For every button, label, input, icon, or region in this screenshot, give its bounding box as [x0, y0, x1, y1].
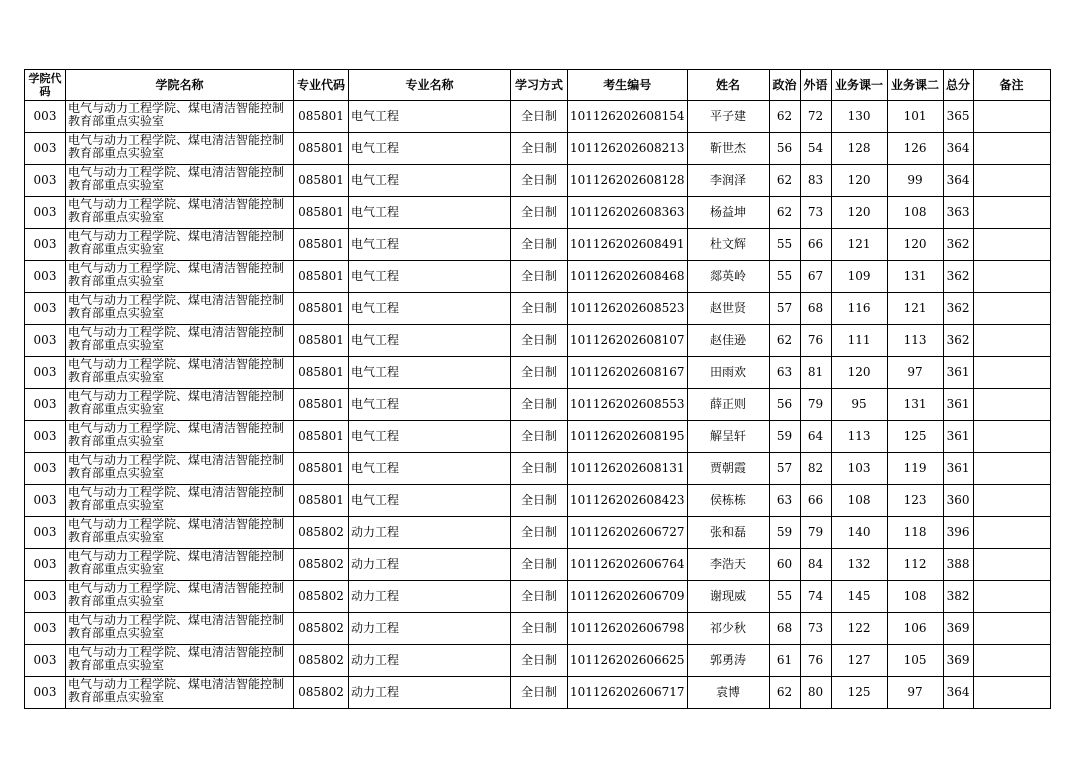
cell-major-name: 电气工程: [349, 133, 511, 165]
cell-college-name: 电气与动力工程学院、煤电清洁智能控制教育部重点实验室: [66, 677, 294, 709]
header-total: 总分: [943, 70, 973, 101]
cell-major-name: 动力工程: [349, 581, 511, 613]
cell-course-2: 119: [887, 453, 943, 485]
header-name: 姓名: [687, 70, 769, 101]
cell-politics: 56: [769, 389, 800, 421]
cell-exam-id: 101126202608468: [568, 261, 688, 293]
cell-college-code: 003: [25, 645, 66, 677]
cell-exam-id: 101126202608423: [568, 485, 688, 517]
cell-remarks: [973, 133, 1050, 165]
cell-major-code: 085801: [294, 293, 349, 325]
cell-course-2: 125: [887, 421, 943, 453]
cell-course-2: 118: [887, 517, 943, 549]
cell-major-name: 电气工程: [349, 293, 511, 325]
cell-remarks: [973, 517, 1050, 549]
cell-exam-id: 101126202608167: [568, 357, 688, 389]
cell-major-code: 085801: [294, 453, 349, 485]
cell-total: 364: [943, 165, 973, 197]
cell-college-code: 003: [25, 421, 66, 453]
cell-foreign-language: 73: [800, 197, 831, 229]
cell-major-code: 085802: [294, 613, 349, 645]
cell-total: 362: [943, 325, 973, 357]
cell-study-mode: 全日制: [511, 453, 568, 485]
header-major-name: 专业名称: [349, 70, 511, 101]
cell-exam-id: 101126202606717: [568, 677, 688, 709]
cell-total: 388: [943, 549, 973, 581]
cell-course-1: 145: [831, 581, 887, 613]
cell-exam-id: 101126202606727: [568, 517, 688, 549]
cell-college-name: 电气与动力工程学院、煤电清洁智能控制教育部重点实验室: [66, 645, 294, 677]
cell-major-name: 电气工程: [349, 101, 511, 133]
cell-total: 369: [943, 613, 973, 645]
header-exam-id: 考生编号: [568, 70, 688, 101]
table-row: [25, 165, 1051, 197]
cell-college-code: 003: [25, 101, 66, 133]
cell-name: 赵世贤: [687, 293, 769, 325]
cell-course-1: 116: [831, 293, 887, 325]
cell-politics: 60: [769, 549, 800, 581]
cell-study-mode: 全日制: [511, 645, 568, 677]
cell-name: 杨益坤: [687, 197, 769, 229]
cell-remarks: [973, 613, 1050, 645]
header-course-2: 业务课二: [887, 70, 943, 101]
cell-major-code: 085801: [294, 261, 349, 293]
cell-name: 解呈轩: [687, 421, 769, 453]
cell-remarks: [973, 453, 1050, 485]
cell-foreign-language: 66: [800, 229, 831, 261]
table-row: [25, 645, 1051, 677]
cell-remarks: [973, 485, 1050, 517]
cell-foreign-language: 72: [800, 101, 831, 133]
cell-college-name: 电气与动力工程学院、煤电清洁智能控制教育部重点实验室: [66, 485, 294, 517]
table-row: [25, 389, 1051, 421]
cell-college-code: 003: [25, 517, 66, 549]
cell-study-mode: 全日制: [511, 165, 568, 197]
cell-name: 贾朝霞: [687, 453, 769, 485]
cell-study-mode: 全日制: [511, 197, 568, 229]
cell-total: 364: [943, 677, 973, 709]
cell-foreign-language: 73: [800, 613, 831, 645]
cell-name: 李浩天: [687, 549, 769, 581]
cell-course-1: 121: [831, 229, 887, 261]
cell-exam-id: 101126202608107: [568, 325, 688, 357]
cell-study-mode: 全日制: [511, 293, 568, 325]
cell-politics: 55: [769, 229, 800, 261]
cell-course-1: 127: [831, 645, 887, 677]
header-major-code: 专业代码: [294, 70, 349, 101]
header-college-name: 学院名称: [66, 70, 294, 101]
cell-college-name: 电气与动力工程学院、煤电清洁智能控制教育部重点实验室: [66, 229, 294, 261]
cell-exam-id: 101126202608131: [568, 453, 688, 485]
cell-total: 369: [943, 645, 973, 677]
table-row: [25, 133, 1051, 165]
cell-major-code: 085801: [294, 389, 349, 421]
cell-major-name: 动力工程: [349, 549, 511, 581]
cell-course-1: 103: [831, 453, 887, 485]
table-row: [25, 197, 1051, 229]
cell-college-name: 电气与动力工程学院、煤电清洁智能控制教育部重点实验室: [66, 293, 294, 325]
cell-foreign-language: 66: [800, 485, 831, 517]
table-row: [25, 101, 1051, 133]
cell-major-name: 动力工程: [349, 645, 511, 677]
cell-exam-id: 101126202608213: [568, 133, 688, 165]
cell-major-code: 085801: [294, 421, 349, 453]
cell-study-mode: 全日制: [511, 549, 568, 581]
table-row: [25, 517, 1051, 549]
header-remarks: 备注: [973, 70, 1050, 101]
cell-college-code: 003: [25, 261, 66, 293]
cell-study-mode: 全日制: [511, 517, 568, 549]
cell-course-2: 108: [887, 581, 943, 613]
cell-name: 祁少秋: [687, 613, 769, 645]
cell-name: 郯英岭: [687, 261, 769, 293]
cell-course-1: 111: [831, 325, 887, 357]
cell-college-name: 电气与动力工程学院、煤电清洁智能控制教育部重点实验室: [66, 421, 294, 453]
cell-remarks: [973, 325, 1050, 357]
table-row: [25, 261, 1051, 293]
cell-exam-id: 101126202608553: [568, 389, 688, 421]
cell-foreign-language: 84: [800, 549, 831, 581]
cell-major-name: 动力工程: [349, 677, 511, 709]
cell-college-name: 电气与动力工程学院、煤电清洁智能控制教育部重点实验室: [66, 517, 294, 549]
cell-course-2: 120: [887, 229, 943, 261]
cell-course-1: 130: [831, 101, 887, 133]
cell-major-name: 电气工程: [349, 165, 511, 197]
cell-major-code: 085801: [294, 357, 349, 389]
table-row: [25, 293, 1051, 325]
cell-major-name: 电气工程: [349, 357, 511, 389]
cell-major-name: 电气工程: [349, 389, 511, 421]
cell-course-1: 113: [831, 421, 887, 453]
cell-college-code: 003: [25, 293, 66, 325]
cell-college-name: 电气与动力工程学院、煤电清洁智能控制教育部重点实验室: [66, 389, 294, 421]
cell-course-2: 113: [887, 325, 943, 357]
cell-study-mode: 全日制: [511, 229, 568, 261]
table-row: [25, 485, 1051, 517]
cell-college-name: 电气与动力工程学院、煤电清洁智能控制教育部重点实验室: [66, 261, 294, 293]
header-row: [25, 70, 1051, 101]
cell-name: 平子建: [687, 101, 769, 133]
cell-major-name: 电气工程: [349, 229, 511, 261]
cell-remarks: [973, 421, 1050, 453]
cell-politics: 59: [769, 421, 800, 453]
cell-total: 365: [943, 101, 973, 133]
cell-course-2: 99: [887, 165, 943, 197]
cell-exam-id: 101126202606764: [568, 549, 688, 581]
cell-study-mode: 全日制: [511, 133, 568, 165]
cell-college-name: 电气与动力工程学院、煤电清洁智能控制教育部重点实验室: [66, 133, 294, 165]
cell-college-name: 电气与动力工程学院、煤电清洁智能控制教育部重点实验室: [66, 581, 294, 613]
cell-major-code: 085801: [294, 197, 349, 229]
cell-course-2: 131: [887, 261, 943, 293]
cell-politics: 61: [769, 645, 800, 677]
cell-course-2: 121: [887, 293, 943, 325]
cell-course-2: 105: [887, 645, 943, 677]
cell-name: 张和磊: [687, 517, 769, 549]
cell-name: 薛正则: [687, 389, 769, 421]
cell-college-name: 电气与动力工程学院、煤电清洁智能控制教育部重点实验室: [66, 613, 294, 645]
cell-course-1: 122: [831, 613, 887, 645]
header-course-1: 业务课一: [831, 70, 887, 101]
header-foreign-language: 外语: [800, 70, 831, 101]
cell-exam-id: 101126202606798: [568, 613, 688, 645]
cell-study-mode: 全日制: [511, 325, 568, 357]
table-body: [25, 101, 1051, 709]
cell-name: 侯栋栋: [687, 485, 769, 517]
cell-major-name: 动力工程: [349, 517, 511, 549]
cell-college-code: 003: [25, 613, 66, 645]
table-row: [25, 453, 1051, 485]
cell-remarks: [973, 197, 1050, 229]
cell-remarks: [973, 101, 1050, 133]
cell-major-name: 电气工程: [349, 261, 511, 293]
cell-exam-id: 101126202608195: [568, 421, 688, 453]
cell-remarks: [973, 677, 1050, 709]
cell-college-code: 003: [25, 133, 66, 165]
cell-major-name: 电气工程: [349, 325, 511, 357]
cell-major-code: 085802: [294, 517, 349, 549]
table-row: [25, 325, 1051, 357]
cell-name: 杜文辉: [687, 229, 769, 261]
cell-college-code: 003: [25, 357, 66, 389]
cell-remarks: [973, 293, 1050, 325]
cell-foreign-language: 80: [800, 677, 831, 709]
cell-exam-id: 101126202606625: [568, 645, 688, 677]
cell-exam-id: 101126202608154: [568, 101, 688, 133]
cell-politics: 57: [769, 293, 800, 325]
cell-foreign-language: 83: [800, 165, 831, 197]
cell-name: 李润泽: [687, 165, 769, 197]
cell-major-code: 085801: [294, 133, 349, 165]
cell-total: 382: [943, 581, 973, 613]
cell-foreign-language: 54: [800, 133, 831, 165]
cell-name: 赵佳逊: [687, 325, 769, 357]
cell-college-name: 电气与动力工程学院、煤电清洁智能控制教育部重点实验室: [66, 357, 294, 389]
cell-college-name: 电气与动力工程学院、煤电清洁智能控制教育部重点实验室: [66, 197, 294, 229]
cell-name: 郭勇涛: [687, 645, 769, 677]
cell-course-2: 106: [887, 613, 943, 645]
cell-politics: 63: [769, 485, 800, 517]
cell-total: 361: [943, 453, 973, 485]
cell-course-1: 140: [831, 517, 887, 549]
cell-major-code: 085801: [294, 325, 349, 357]
cell-study-mode: 全日制: [511, 261, 568, 293]
cell-exam-id: 101126202608491: [568, 229, 688, 261]
cell-college-code: 003: [25, 677, 66, 709]
header-study-mode: 学习方式: [511, 70, 568, 101]
cell-foreign-language: 79: [800, 517, 831, 549]
cell-foreign-language: 79: [800, 389, 831, 421]
cell-college-code: 003: [25, 325, 66, 357]
cell-major-name: 动力工程: [349, 613, 511, 645]
cell-course-1: 108: [831, 485, 887, 517]
cell-study-mode: 全日制: [511, 485, 568, 517]
cell-politics: 56: [769, 133, 800, 165]
cell-exam-id: 101126202608363: [568, 197, 688, 229]
cell-college-code: 003: [25, 453, 66, 485]
cell-major-name: 电气工程: [349, 453, 511, 485]
cell-course-2: 126: [887, 133, 943, 165]
cell-course-2: 112: [887, 549, 943, 581]
cell-course-2: 131: [887, 389, 943, 421]
cell-college-code: 003: [25, 485, 66, 517]
cell-total: 363: [943, 197, 973, 229]
cell-total: 362: [943, 293, 973, 325]
table-row: [25, 421, 1051, 453]
cell-politics: 63: [769, 357, 800, 389]
cell-college-name: 电气与动力工程学院、煤电清洁智能控制教育部重点实验室: [66, 549, 294, 581]
cell-remarks: [973, 645, 1050, 677]
cell-politics: 62: [769, 325, 800, 357]
table-row: [25, 357, 1051, 389]
table-row: [25, 613, 1051, 645]
cell-major-name: 电气工程: [349, 197, 511, 229]
cell-study-mode: 全日制: [511, 389, 568, 421]
cell-total: 361: [943, 421, 973, 453]
cell-course-2: 97: [887, 677, 943, 709]
cell-college-name: 电气与动力工程学院、煤电清洁智能控制教育部重点实验室: [66, 101, 294, 133]
cell-course-1: 109: [831, 261, 887, 293]
cell-foreign-language: 64: [800, 421, 831, 453]
cell-course-1: 95: [831, 389, 887, 421]
cell-name: 谢现威: [687, 581, 769, 613]
cell-politics: 57: [769, 453, 800, 485]
cell-remarks: [973, 229, 1050, 261]
cell-politics: 62: [769, 101, 800, 133]
cell-politics: 55: [769, 581, 800, 613]
cell-study-mode: 全日制: [511, 101, 568, 133]
cell-politics: 55: [769, 261, 800, 293]
cell-total: 361: [943, 357, 973, 389]
cell-major-code: 085802: [294, 581, 349, 613]
cell-course-1: 125: [831, 677, 887, 709]
cell-foreign-language: 67: [800, 261, 831, 293]
cell-total: 361: [943, 389, 973, 421]
cell-remarks: [973, 165, 1050, 197]
cell-foreign-language: 74: [800, 581, 831, 613]
admission-table: [24, 69, 1051, 709]
cell-politics: 62: [769, 677, 800, 709]
cell-politics: 59: [769, 517, 800, 549]
cell-study-mode: 全日制: [511, 613, 568, 645]
cell-foreign-language: 76: [800, 325, 831, 357]
cell-study-mode: 全日制: [511, 421, 568, 453]
cell-college-code: 003: [25, 197, 66, 229]
cell-major-code: 085801: [294, 165, 349, 197]
table-row: [25, 229, 1051, 261]
cell-total: 362: [943, 229, 973, 261]
cell-foreign-language: 76: [800, 645, 831, 677]
cell-remarks: [973, 549, 1050, 581]
cell-foreign-language: 81: [800, 357, 831, 389]
cell-course-1: 120: [831, 197, 887, 229]
cell-politics: 62: [769, 165, 800, 197]
cell-total: 396: [943, 517, 973, 549]
cell-course-1: 120: [831, 357, 887, 389]
cell-college-name: 电气与动力工程学院、煤电清洁智能控制教育部重点实验室: [66, 325, 294, 357]
cell-study-mode: 全日制: [511, 581, 568, 613]
table-row: [25, 581, 1051, 613]
cell-course-1: 132: [831, 549, 887, 581]
cell-course-1: 128: [831, 133, 887, 165]
cell-politics: 62: [769, 197, 800, 229]
cell-total: 362: [943, 261, 973, 293]
cell-major-name: 电气工程: [349, 421, 511, 453]
cell-name: 袁博: [687, 677, 769, 709]
table-row: [25, 677, 1051, 709]
cell-major-code: 085802: [294, 677, 349, 709]
cell-college-code: 003: [25, 581, 66, 613]
header-college-code: 学院代码: [25, 70, 66, 101]
cell-major-code: 085802: [294, 645, 349, 677]
cell-name: 田雨欢: [687, 357, 769, 389]
cell-major-code: 085801: [294, 101, 349, 133]
header-politics: 政治: [769, 70, 800, 101]
cell-college-code: 003: [25, 165, 66, 197]
cell-name: 靳世杰: [687, 133, 769, 165]
cell-college-code: 003: [25, 549, 66, 581]
cell-study-mode: 全日制: [511, 677, 568, 709]
cell-remarks: [973, 357, 1050, 389]
cell-major-code: 085801: [294, 229, 349, 261]
cell-foreign-language: 82: [800, 453, 831, 485]
cell-remarks: [973, 261, 1050, 293]
cell-college-code: 003: [25, 389, 66, 421]
cell-foreign-language: 68: [800, 293, 831, 325]
cell-remarks: [973, 581, 1050, 613]
table-row: [25, 549, 1051, 581]
cell-politics: 68: [769, 613, 800, 645]
cell-course-2: 97: [887, 357, 943, 389]
cell-exam-id: 101126202608523: [568, 293, 688, 325]
cell-total: 360: [943, 485, 973, 517]
cell-college-name: 电气与动力工程学院、煤电清洁智能控制教育部重点实验室: [66, 453, 294, 485]
cell-college-code: 003: [25, 229, 66, 261]
cell-major-code: 085801: [294, 485, 349, 517]
cell-study-mode: 全日制: [511, 357, 568, 389]
cell-exam-id: 101126202606709: [568, 581, 688, 613]
cell-major-name: 电气工程: [349, 485, 511, 517]
cell-course-2: 108: [887, 197, 943, 229]
cell-remarks: [973, 389, 1050, 421]
cell-exam-id: 101126202608128: [568, 165, 688, 197]
cell-course-1: 120: [831, 165, 887, 197]
cell-college-name: 电气与动力工程学院、煤电清洁智能控制教育部重点实验室: [66, 165, 294, 197]
cell-major-code: 085802: [294, 549, 349, 581]
cell-course-2: 101: [887, 101, 943, 133]
cell-course-2: 123: [887, 485, 943, 517]
cell-total: 364: [943, 133, 973, 165]
